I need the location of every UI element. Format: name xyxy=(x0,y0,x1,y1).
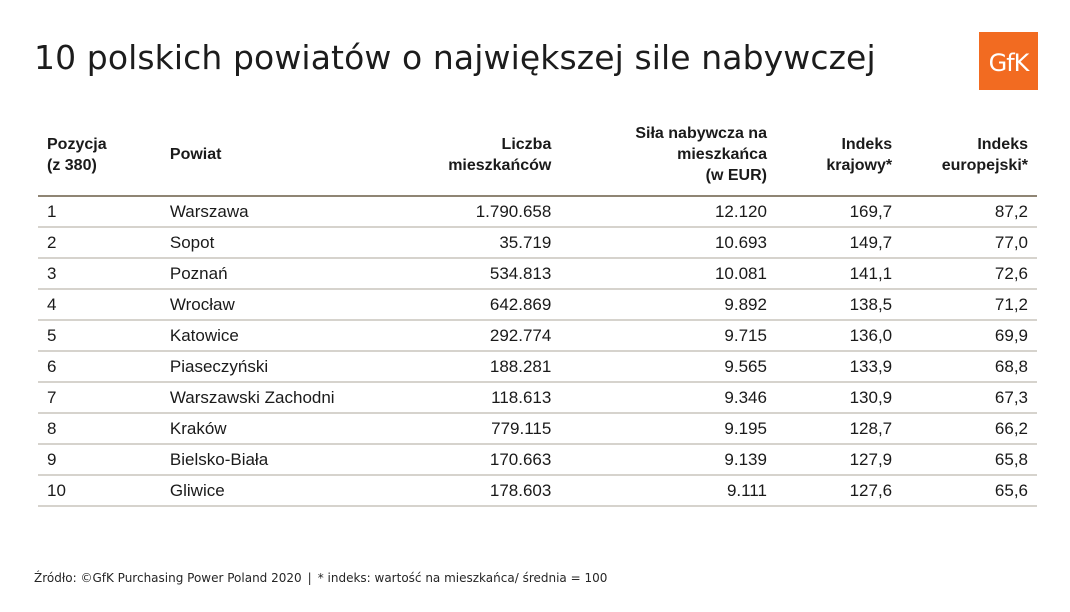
cell-position: 9 xyxy=(38,444,161,475)
cell-european-index: 71,2 xyxy=(901,289,1037,320)
cell-district: Warszawa xyxy=(161,196,367,227)
cell-purchasing-power: 9.139 xyxy=(560,444,776,475)
cell-european-index: 65,6 xyxy=(901,475,1037,506)
cell-national-index: 127,9 xyxy=(776,444,901,475)
gfk-logo xyxy=(979,32,1038,90)
cell-district: Katowice xyxy=(161,320,367,351)
header-national-line2: krajowy* xyxy=(826,156,893,174)
header-population xyxy=(367,120,560,196)
cell-european-index: 66,2 xyxy=(901,413,1037,444)
cell-european-index: 72,6 xyxy=(901,258,1037,289)
header-position-line2: (z 380) xyxy=(47,156,97,174)
cell-national-index: 141,1 xyxy=(776,258,901,289)
page-title: 10 polskich powiatów o największej sile nabywczej xyxy=(34,38,876,77)
cell-purchasing-power: 9.111 xyxy=(560,475,776,506)
cell-european-index: 87,2 xyxy=(901,196,1037,227)
purchasing-power-table xyxy=(38,120,1037,507)
cell-national-index: 138,5 xyxy=(776,289,901,320)
cell-purchasing-power: 9.892 xyxy=(560,289,776,320)
header-district xyxy=(161,120,367,196)
table-row xyxy=(38,475,1037,506)
table-row xyxy=(38,413,1037,444)
table-row xyxy=(38,227,1037,258)
cell-purchasing-power: 9.346 xyxy=(560,382,776,413)
cell-position: 2 xyxy=(38,227,161,258)
cell-european-index: 67,3 xyxy=(901,382,1037,413)
cell-position: 10 xyxy=(38,475,161,506)
table-row xyxy=(38,351,1037,382)
cell-district: Sopot xyxy=(161,227,367,258)
logo-text: GfK xyxy=(988,49,1029,77)
cell-position: 8 xyxy=(38,413,161,444)
cell-purchasing-power: 10.693 xyxy=(560,227,776,258)
cell-national-index: 130,9 xyxy=(776,382,901,413)
cell-purchasing-power: 9.565 xyxy=(560,351,776,382)
index-note: * indeks: wartość na mieszkańca/ średnia = 100 xyxy=(317,571,608,585)
header-power-line2: mieszkańca xyxy=(677,146,767,163)
header-national-index xyxy=(776,120,901,196)
header-position-line1: Pozycja xyxy=(47,135,107,153)
cell-position: 6 xyxy=(38,351,161,382)
header-district-label: Powiat xyxy=(169,146,222,163)
header-population-line2: mieszkańców xyxy=(448,156,552,174)
header-power-line3: (w EUR) xyxy=(705,167,767,184)
cell-population: 534.813 xyxy=(367,258,560,289)
cell-district: Wrocław xyxy=(161,289,367,320)
header-european-index xyxy=(901,120,1037,196)
cell-population: 35.719 xyxy=(367,227,560,258)
header-power-line1: Siła nabywcza na xyxy=(635,125,767,142)
cell-european-index: 69,9 xyxy=(901,320,1037,351)
cell-population: 188.281 xyxy=(367,351,560,382)
cell-national-index: 127,6 xyxy=(776,475,901,506)
cell-national-index: 169,7 xyxy=(776,196,901,227)
cell-position: 5 xyxy=(38,320,161,351)
table-row xyxy=(38,444,1037,475)
cell-national-index: 149,7 xyxy=(776,227,901,258)
header-population-line1: Liczba xyxy=(501,135,552,153)
cell-district: Gliwice xyxy=(161,475,367,506)
cell-district: Poznań xyxy=(161,258,367,289)
cell-population: 118.613 xyxy=(367,382,560,413)
cell-european-index: 77,0 xyxy=(901,227,1037,258)
table-header-row xyxy=(38,120,1037,196)
table-row xyxy=(38,382,1037,413)
cell-national-index: 128,7 xyxy=(776,413,901,444)
table-row xyxy=(38,258,1037,289)
table-row xyxy=(38,196,1037,227)
header-national-line1: Indeks xyxy=(841,135,893,153)
header-position xyxy=(38,120,161,196)
cell-purchasing-power: 9.715 xyxy=(560,320,776,351)
cell-population: 178.603 xyxy=(367,475,560,506)
cell-population: 779.115 xyxy=(367,413,560,444)
footer-separator: | xyxy=(307,571,312,585)
cell-district: Warszawski Zachodni xyxy=(161,382,367,413)
header-purchasing-power xyxy=(560,120,776,196)
cell-district: Kraków xyxy=(161,413,367,444)
cell-purchasing-power: 9.195 xyxy=(560,413,776,444)
cell-purchasing-power: 10.081 xyxy=(560,258,776,289)
cell-population: 1.790.658 xyxy=(367,196,560,227)
cell-position: 7 xyxy=(38,382,161,413)
cell-position: 1 xyxy=(38,196,161,227)
cell-european-index: 65,8 xyxy=(901,444,1037,475)
cell-european-index: 68,8 xyxy=(901,351,1037,382)
cell-population: 292.774 xyxy=(367,320,560,351)
cell-position: 4 xyxy=(38,289,161,320)
cell-position: 3 xyxy=(38,258,161,289)
cell-purchasing-power: 12.120 xyxy=(560,196,776,227)
cell-district: Piaseczyński xyxy=(161,351,367,382)
header-european-line2: europejski* xyxy=(941,156,1028,174)
cell-population: 170.663 xyxy=(367,444,560,475)
table-row xyxy=(38,320,1037,351)
cell-national-index: 136,0 xyxy=(776,320,901,351)
header-european-line1: Indeks xyxy=(977,135,1028,153)
source-footnote xyxy=(34,571,607,585)
cell-national-index: 133,9 xyxy=(776,351,901,382)
cell-population: 642.869 xyxy=(367,289,560,320)
table-row xyxy=(38,289,1037,320)
source-text: Źródło: ©GfK Purchasing Power Poland 2020 xyxy=(34,571,302,585)
cell-district: Bielsko-Biała xyxy=(161,444,367,475)
